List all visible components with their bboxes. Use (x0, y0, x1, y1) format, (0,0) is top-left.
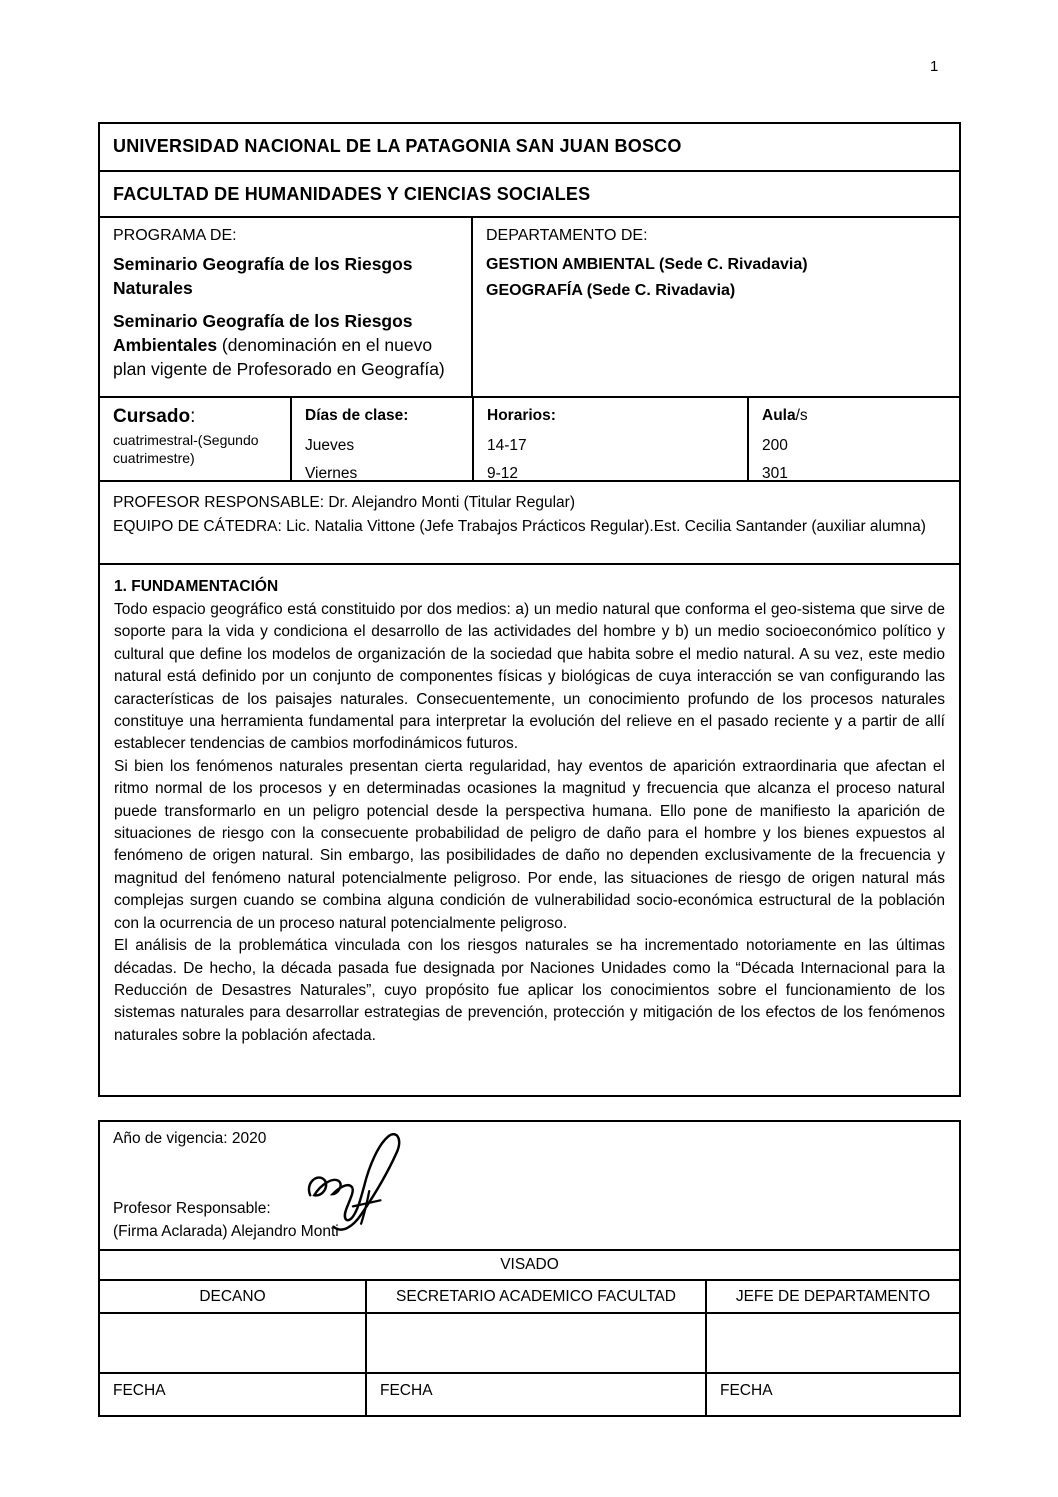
program-header-table (98, 122, 961, 1097)
aula-301: 301 (762, 465, 788, 480)
cursado-detail: cuatrimestral-(Segundo cuatrimestre) (113, 432, 259, 466)
programa-label: PROGRAMA DE: (113, 227, 237, 244)
university-title: UNIVERSIDAD NACIONAL DE LA PATAGONIA SAN JUAN BOSCO (113, 136, 682, 156)
jefe-departamento-header: JEFE DE DEPARTAMENTO (735, 1287, 931, 1305)
fundamentacion-paragraph-2: Si bien los fenómenos naturales presentan cierta regularidad, hay eventos de aparición extraordinaria que afectan el ritmo normal de los procesos y en determinadas ocasiones la magnitud y frecuencia que alcanza el proceso natural puede transformarlo en un peligro potencial desde la perspectiva humana. Ello pone de manifiesto la aparición de situaciones de riesgo con la consecuente probabilidad de peligro de daño para el hombre y los bienes expuestos al fenómeno de origen natural. Sin embargo, las posibilidades de daño no dependen exclusivamente de la frecuencia y magnitud del fenómeno natural potencialmente peligroso. Por ende, las situaciones de riesgo de origen natural más complejas surgen cuando se combina alguna condición de vulnerabilidad socio-económica estructural de la población con la ocurrencia de un proceso natural potencialmente peligroso. (114, 757, 945, 932)
programa-title-ambientales-bold: Seminario Geografía de los Riesgos Ambientales (113, 311, 413, 355)
cursado-label: Cursado: (113, 406, 196, 427)
fundamentacion-cell (100, 565, 959, 1095)
programa-title-naturales: Seminario Geografía de los Riesgos Naturales (113, 254, 413, 298)
fecha-secretario: FECHA (367, 1374, 707, 1415)
university-row (100, 124, 959, 172)
fecha-row (100, 1374, 959, 1415)
fecha-jefe: FECHA (720, 1382, 773, 1399)
fundamentacion-paragraph-3: El análisis de la problemática vinculada con los riesgos naturales se ha incrementado notoriamente en las últimas décadas. De hecho, la década pasada fue designada por Naciones Unidades como la “Década Internacional para la Reducción de Desastres Naturales”, cuyo propósito fue aplicar los conocimientos sobre el funcionamiento de los sistemas naturales para desarrollar estrategias de prevención, protección y mitigación de los efectos de los fenómenos naturales sobre la población afectada. (114, 937, 945, 1044)
decano-signature-cell (100, 1314, 367, 1372)
signature-icon (300, 1132, 412, 1236)
aula-200: 200 (762, 437, 788, 454)
departamento-gestion: GESTION AMBIENTAL (Sede C. Rivadavia) (486, 256, 808, 273)
horario-jueves: 14-17 (487, 437, 527, 454)
dia-jueves: Jueves (305, 437, 355, 454)
departamento-cell (473, 218, 959, 396)
firma-row (100, 1122, 959, 1251)
anio-vigencia: Año de vigencia: 2020 (113, 1130, 267, 1147)
decano-header: DECANO (100, 1281, 367, 1312)
dia-viernes: Viernes (305, 465, 358, 480)
fecha-decano: FECHA (100, 1374, 367, 1415)
faculty-row (100, 172, 959, 218)
dias-de-clase-cell (292, 398, 474, 480)
horarios-cell (474, 398, 749, 480)
secretario-signature-cell (367, 1314, 707, 1372)
programa-cell (100, 218, 473, 396)
horario-viernes: 9-12 (487, 465, 519, 480)
profesor-cell (100, 482, 959, 563)
departamento-label: DEPARTAMENTO DE: (486, 227, 648, 244)
visado-headers-row (100, 1281, 959, 1314)
secretario-academico-header: SECRETARIO ACADEMICO FACULTAD (367, 1281, 707, 1312)
programa-title-ambientales-note: (denominación en el nuevo plan vigente de Profesorado en Geografía) (113, 335, 445, 379)
fundamentacion-paragraph-1: Todo espacio geográfico está constituido por dos medios: a) un medio natural que conforma el geo-sistema que sirve de soporte para la vida y condiciona el desarrollo de las actividades del hombre y b) un medio socioeconómico político y cultural que define los modelos de organización de la sociedad que habita sobre el medio natural. A su vez, este medio natural está definido por un conjunto de componentes físicas y biológicas de cuya interacción se van configurando las características de los paisajes naturales. Consecuentemente, un conocimiento profundo de los procesos naturales constituye una herramienta fundamental para interpretar la evolución del relieve en el pasado reciente y a partir de allí establecer tendencias de cambios morfodinámicos futuros. (114, 601, 945, 753)
aulas-cell (749, 398, 959, 480)
profesor-responsable-label: Profesor Responsable: (113, 1200, 271, 1217)
program-department-row (100, 218, 959, 398)
faculty-title: FACULTAD DE HUMANIDADES Y CIENCIAS SOCIALES (113, 184, 591, 204)
dias-de-clase-label: Días de clase: (305, 407, 409, 424)
programa-title-ambientales (113, 309, 457, 381)
profesor-responsable-line: PROFESOR RESPONSABLE: Dr. Alejandro Monti (Titular Regular) (113, 494, 575, 511)
aulas-label: Aula/s (762, 407, 808, 424)
visado-title: VISADO (500, 1256, 559, 1273)
cursado-cell (100, 398, 292, 480)
firma-aclarada-name: (Firma Aclarada) Alejandro Monti (113, 1223, 339, 1240)
signatures-empty-row (100, 1314, 959, 1374)
horarios-label: Horarios: (487, 407, 556, 424)
departamento-geografia: GEOGRAFÍA (Sede C. Rivadavia) (486, 282, 736, 299)
profesor-row (100, 482, 959, 565)
fundamentacion-heading: 1. FUNDAMENTACIÓN (114, 578, 279, 595)
fundamentacion-row (100, 565, 959, 1095)
visado-row (100, 1251, 959, 1281)
firma-aclarada-block (113, 1197, 946, 1243)
page-number: 1 (930, 58, 939, 75)
visado-table (98, 1120, 961, 1417)
cursado-row (100, 398, 959, 482)
equipo-catedra-line: EQUIPO DE CÁTEDRA: Lic. Natalia Vittone (Jefe Trabajos Prácticos Regular).Est. Cecilia Santander (auxiliar alumna) (113, 517, 926, 535)
jefe-signature-cell (707, 1314, 959, 1372)
